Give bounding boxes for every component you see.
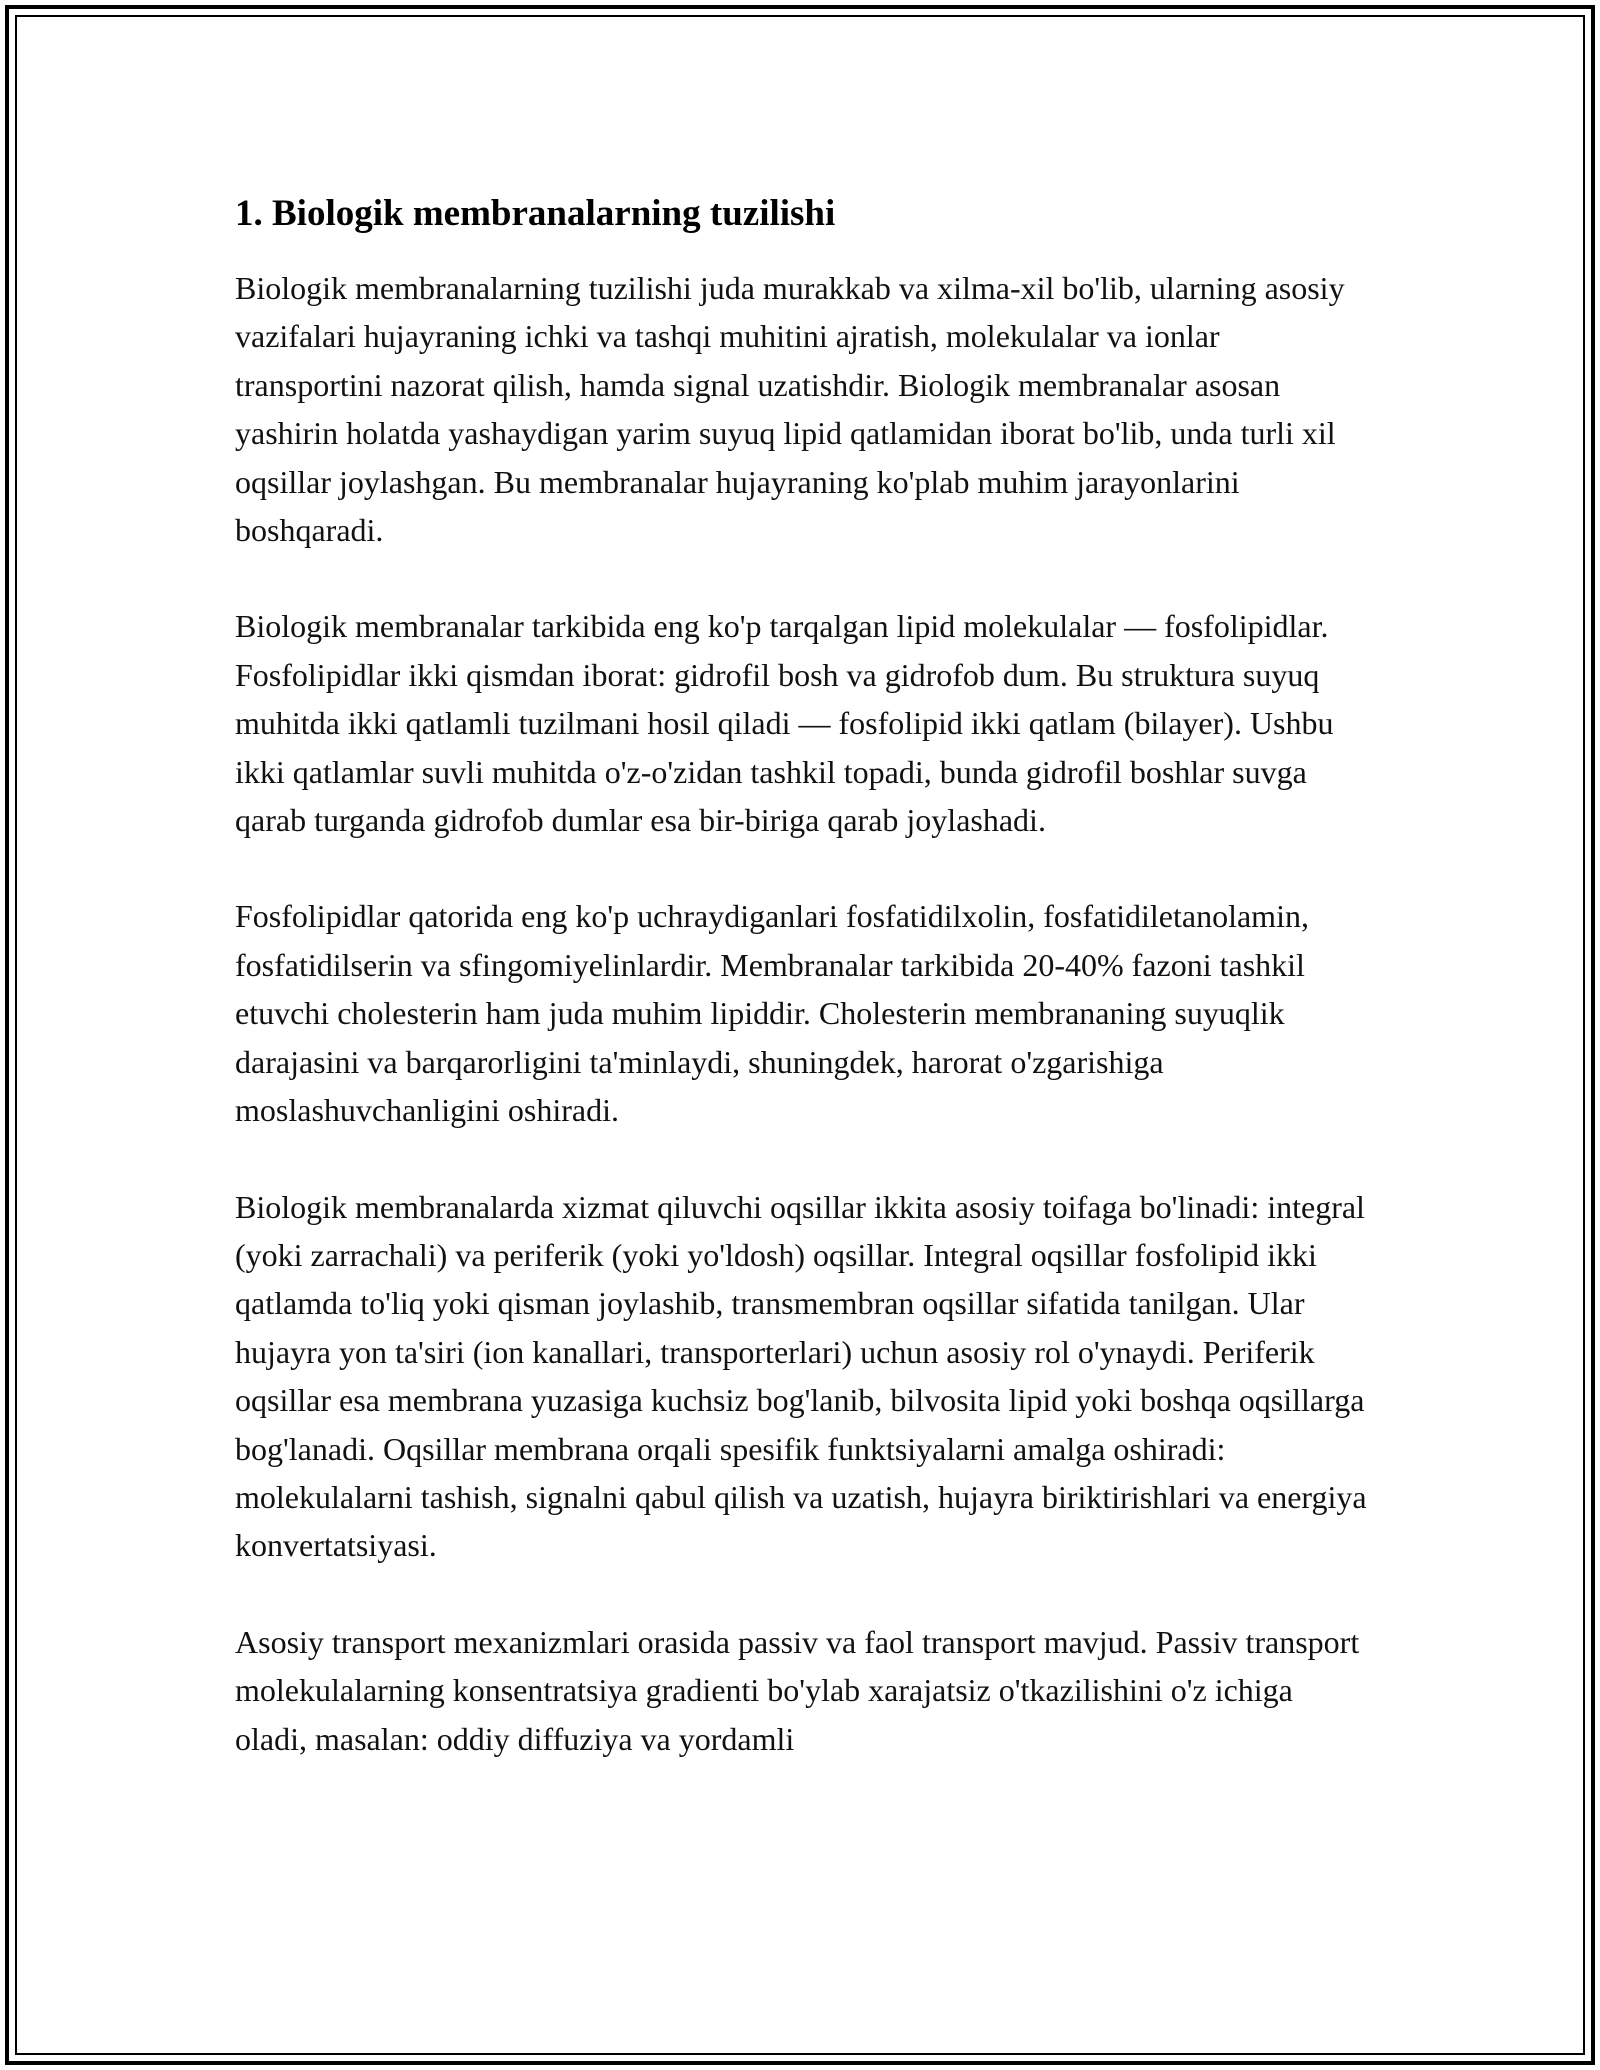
paragraph-3: Fosfolipidlar qatorida eng ko'p uchraydiganlari fosfatidilxolin, fosfatidiletanolamin, fosfatidilserin va sfingomiyelinlardir. Membranalar tarkibida 20-40% fazoni tashkil etuvchi cholesterin ham juda muhim lipiddir. Cholesterin membrananing suyuqlik darajasini va barqarorligini ta'minlaydi, shuningdek, harorat o'zgarishiga moslashuvchanligini oshiradi. bbox=[235, 898, 1309, 1129]
document-body bbox=[235, 186, 1367, 1811]
paragraph-1: Biologik membranalarning tuzilishi juda murakkab va xilma-xil bo'lib, ularning asosiy vazifalari hujayraning ichki va tashqi muhitini ajratish, molekulalar va ionlar transportini nazorat qilish, hamda signal uzatishdir. Biologik membranalar asosan yashirin holatda yashaydigan yarim suyuq lipid qatlamidan iborat bo'lib, unda turli xil oqsillar joylashgan. Bu membranalar hujayraning ko'plab muhim jarayonlarini boshqaradi. bbox=[235, 270, 1345, 549]
paragraph-4: Biologik membranalarda xizmat qiluvchi oqsillar ikkita asosiy toifaga bo'linadi: integral (yoki zarrachali) va periferik (yoki yo'ldosh) oqsillar. Integral oqsillar fosfolipid ikki qatlamda to'liq yoki qisman joylashib, transmembran oqsillar sifatida tanilgan. Ular hujayra yon ta'siri (ion kanallari, transporterlari) uchun asosiy rol o'ynaydi. Periferik oqsillar esa membrana yuzasiga kuchsiz bog'lanib, bilvosita lipid yoki boshqa oqsillarga bog'lanadi. Oqsillar membrana orqali spesifik funktsiyalarni amalga oshiradi: molekulalarni tashish, signalni qabul qilish va uzatish, hujayra biriktirishlari va energiya konvertatsiyasi. bbox=[235, 1188, 1367, 1564]
section-heading: 1. Biologik membranalarning tuzilishi bbox=[235, 193, 836, 234]
paragraph-2: Biologik membranalar tarkibida eng ko'p tarqalgan lipid molekulalar — fosfolipidlar. Fosfolipidlar ikki qismdan iborat: gidrofil bosh va gidrofob dum. Bu struktura suyuq muhitda ikki qatlamli tuzilmani hosil qiladi — fosfolipid ikki qatlam (bilayer). Ushbu ikki qatlamlar suvli muhitda o'z-o'zidan tashkil topadi, bunda gidrofil boshlar suvga qarab turganda gidrofob dumlar esa bir-biriga qarab joylashadi. bbox=[235, 608, 1334, 839]
paragraph-5: Asosiy transport mexanizmlari orasida passiv va faol transport mavjud. Passiv transport molekulalarning konsentratsiya gradienti bo'ylab xarajatsiz o'tkazilishini o'z ichiga oladi, masalan: oddiy diffuziya va yordamli bbox=[235, 1623, 1360, 1757]
